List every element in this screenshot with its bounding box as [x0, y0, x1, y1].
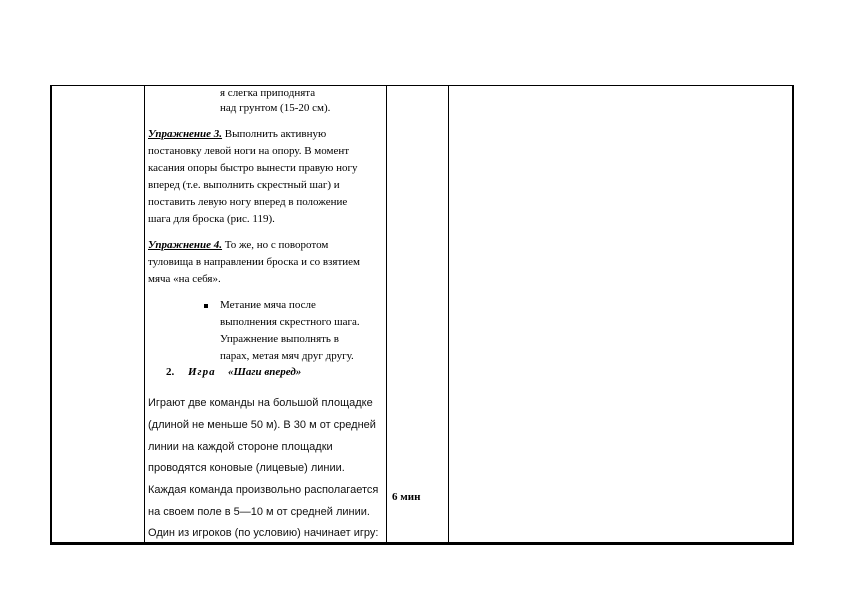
- bullet-line-2: выполнения скрестного шага.: [220, 316, 360, 328]
- column-border-left: [50, 85, 52, 545]
- exercise4-line-1: Упражнение 4. То же, но с поворотом: [148, 239, 329, 251]
- exercise4-line-2: туловища в направлении броска и со взятием: [148, 256, 360, 268]
- exercise4-title: Упражнение 4.: [148, 239, 223, 251]
- column-border-3: [448, 85, 449, 545]
- game-heading-label: Игра: [188, 366, 216, 378]
- exercise3-title: Упражнение 3.: [148, 128, 223, 140]
- bullet-line-3: Упражнение выполнять в: [220, 333, 339, 345]
- exercise3-line-1: Упражнение 3. Выполнить активную: [148, 128, 327, 140]
- column-border-1: [144, 85, 145, 545]
- column-border-right: [792, 85, 794, 545]
- exercise3-line-6: шага для броска (рис. 119).: [148, 213, 275, 225]
- intro-line-1: я слегка приподнята: [220, 87, 316, 99]
- game-line-5: Каждая команда произвольно располагается: [148, 484, 379, 496]
- game-line-2: (длиной не меньше 50 м). В 30 м от средней: [148, 419, 376, 431]
- bullet-line-4: парах, метая мяч друг другу.: [220, 350, 354, 362]
- game-line-1: Играют две команды на большой площадке: [148, 397, 373, 409]
- table-top-border: [50, 85, 794, 86]
- game-heading-name: «Шаги вперед»: [228, 366, 302, 378]
- exercise3-line-5: поставить левую ногу вперед в положение: [148, 196, 348, 208]
- exercise3-line-3: касания опоры быстро вынести правую ногу: [148, 162, 358, 174]
- exercise4-line-3: мяча «на себя».: [148, 273, 221, 285]
- intro-line-2: над грунтом (15-20 см).: [220, 102, 331, 114]
- exercise3-line-2: постановку левой ноги на опору. В момент: [148, 145, 350, 157]
- bullet-marker: [204, 304, 208, 308]
- game-heading-number: 2.: [166, 366, 175, 378]
- game-line-4: проводятся коновые (лицевые) линии.: [148, 462, 345, 474]
- bullet-line-1: Метание мяча после: [220, 299, 316, 311]
- game-line-3: линии на каждой стороне площадки: [148, 441, 333, 453]
- table-bottom-border: [50, 542, 794, 545]
- duration-value: 6 мин: [392, 491, 421, 503]
- column-border-2: [386, 85, 387, 545]
- game-line-6: на своем поле в 5—10 м от средней линии.: [148, 506, 370, 518]
- exercise3-line-4: вперед (т.е. выполнить скрестный шаг) и: [148, 179, 340, 191]
- game-line-7: Один из игроков (по условию) начинает игру:: [148, 527, 379, 539]
